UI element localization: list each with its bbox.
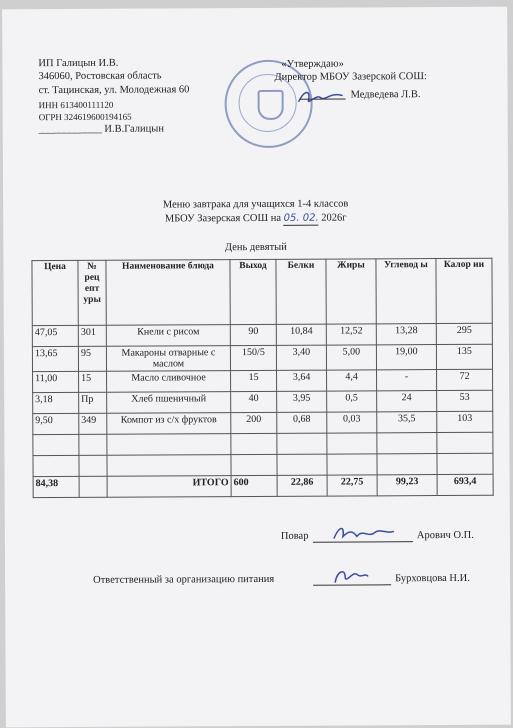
school-label: МБОУ Зазерская СОШ на	[164, 212, 282, 225]
org-name: ИП Галицын И.В.	[38, 57, 119, 70]
cell-calories: 135	[436, 344, 492, 369]
menu-date: 05. 02.	[283, 212, 319, 224]
responsible-name: Бурховцова Н.И.	[395, 572, 470, 585]
cell-protein: 3,64	[277, 370, 327, 391]
cell-fat: 5,00	[326, 345, 376, 370]
cell-calories: 53	[437, 390, 493, 411]
cell-dish: Компот из с/х фруктов	[107, 413, 231, 435]
org-address-street: ст. Тацинская, ул. Молодежная 60	[38, 84, 190, 97]
cell-price: 3,18	[33, 392, 79, 413]
org-signature-line: ____________ И.В.Галицын	[38, 123, 164, 136]
total-calories: 693,4	[437, 474, 493, 495]
table-total-row	[33, 474, 493, 497]
cell-dish: Макароны отварные с маслом	[106, 346, 230, 372]
responsible-label: Ответственный за организацию питания	[93, 573, 275, 586]
cell-protein: 3,95	[277, 391, 327, 412]
table-row-empty	[33, 453, 493, 476]
table-row-empty	[33, 432, 493, 455]
total-carbs: 99,23	[377, 475, 437, 496]
menu-title: Меню завтрака для учащихся 1-4 классов	[162, 198, 349, 211]
org-inn: ИНН 613400111120	[38, 99, 114, 111]
header-carbs: Углевод ы	[376, 259, 436, 324]
table-row	[32, 323, 492, 346]
org-address-region: 346060, Ростовская область	[38, 70, 162, 83]
cell-price: 13,65	[32, 346, 78, 371]
table-row	[33, 390, 493, 413]
responsible-signature	[331, 566, 371, 588]
approve-label: «Утверждаю»	[281, 58, 344, 70]
header-price: Цена	[32, 260, 78, 325]
cell-recipe: Пр	[79, 392, 107, 413]
menu-subtitle	[3, 212, 508, 228]
document-page	[2, 7, 511, 728]
cell-fat: 0,5	[327, 391, 377, 412]
total-protein: 22,86	[277, 475, 327, 496]
total-price: 84,38	[33, 476, 79, 497]
header-fat: Жиры	[326, 259, 376, 324]
cell-price: 9,50	[33, 413, 79, 434]
table-row	[32, 344, 492, 371]
cell-recipe: 95	[78, 346, 106, 371]
cell-calories: 103	[437, 411, 493, 432]
total-recipe	[79, 476, 107, 497]
total-fat: 22,75	[327, 475, 377, 496]
cell-yield: 90	[230, 324, 276, 345]
cell-carbs: 19,00	[376, 345, 436, 370]
menu-day: День девятый	[224, 241, 287, 254]
cell-yield: 40	[231, 391, 277, 412]
cell-carbs: 24	[377, 391, 437, 412]
stamp-emblem-icon	[258, 90, 284, 120]
cell-price: 47,05	[32, 325, 78, 346]
cell-fat: 4,4	[327, 370, 377, 391]
cell-calories: 295	[436, 323, 492, 344]
org-ogrn: ОГРН 324619600194165	[38, 111, 132, 123]
header-yield: Выход	[230, 259, 276, 324]
header-protein: Белки	[276, 259, 326, 324]
cook-signature	[331, 522, 397, 544]
total-label: ИТОГО	[107, 476, 231, 498]
cell-carbs: 35,5	[377, 412, 437, 433]
table-row	[33, 369, 493, 392]
cell-dish: Масло сливочное	[107, 371, 231, 393]
total-yield: 600	[231, 475, 277, 496]
cell-fat: 12,52	[326, 324, 376, 345]
cell-dish: Кнели с рисом	[106, 325, 230, 347]
cell-recipe: 349	[79, 413, 107, 434]
cell-carbs: -	[377, 370, 437, 391]
cell-recipe: 15	[79, 371, 107, 392]
cell-protein: 0,68	[277, 412, 327, 433]
cell-recipe: 301	[78, 325, 106, 346]
cell-calories: 72	[437, 369, 493, 390]
header-dish-name: Наименование блюда	[106, 260, 230, 326]
menu-year: 2026г	[321, 212, 347, 224]
cell-fat: 0,03	[327, 412, 377, 433]
cell-protein: 10,84	[276, 324, 326, 345]
cell-carbs: 13,28	[376, 324, 436, 345]
table-header-row	[32, 258, 492, 325]
table-row	[33, 411, 493, 434]
header-calories: Калор ии	[436, 258, 492, 323]
director-title: Директор МБОУ Зазерской СОШ:	[274, 71, 427, 83]
director-name: Медведева Л.В.	[350, 89, 421, 101]
cell-price: 11,00	[33, 371, 79, 392]
header-recipe-number: № рец епт уры	[78, 260, 106, 325]
cell-yield: 15	[231, 370, 277, 391]
cook-label: Повар	[280, 530, 309, 542]
menu-table	[31, 258, 493, 498]
cell-protein: 3,40	[276, 345, 326, 370]
cell-yield: 200	[231, 412, 277, 433]
cook-name: Арович О.П.	[416, 529, 474, 542]
cell-dish: Хлеб пшеничный	[107, 392, 231, 414]
cell-yield: 150/5	[230, 345, 276, 370]
